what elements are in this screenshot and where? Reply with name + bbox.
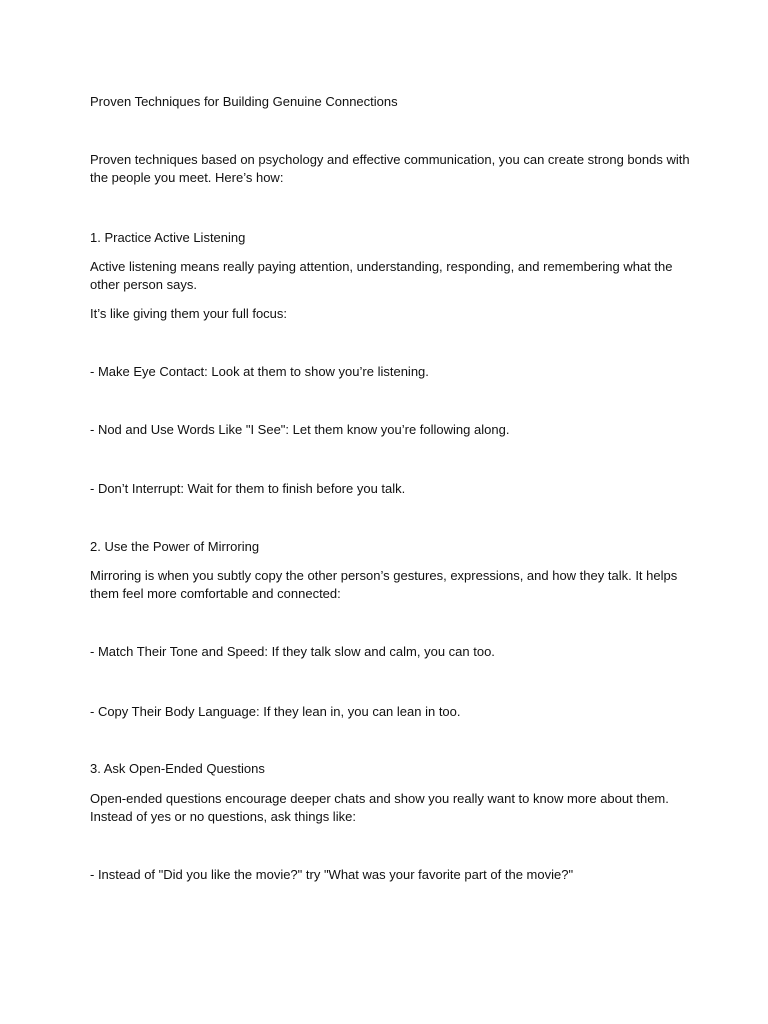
bullet-item: - Instead of "Did you like the movie?" try "What was your favorite part of the movie?" [90,867,574,882]
bullet-item: - Match Their Tone and Speed: If they talk slow and calm, you can too. [90,644,495,659]
section-heading-mirroring: 2. Use the Power of Mirroring [90,539,260,554]
section-paragraph: Active listening means really paying attention, understanding, responding, and remembering what the other person says. [90,259,673,292]
bullet-item: - Make Eye Contact: Look at them to show you’re listening. [90,364,429,379]
bullet-item: - Don’t Interrupt: Wait for them to finish before you talk. [90,481,406,496]
section-paragraph: It’s like giving them your full focus: [90,306,288,321]
section-paragraph: Open-ended questions encourage deeper chats and show you really want to know more about them. Instead of yes or no questions, ask things like: [90,791,669,824]
intro-paragraph: Proven techniques based on psychology and effective communication, you can create strong bonds with the people you meet. Here’s how: [90,152,690,185]
bullet-item: - Copy Their Body Language: If they lean in, you can lean in too. [90,704,461,719]
section-paragraph: Mirroring is when you subtly copy the other person’s gestures, expressions, and how they talk. It helps them feel more comfortable and connected: [90,568,678,601]
document-title: Proven Techniques for Building Genuine Connections [90,94,398,109]
section-heading-active-listening: 1. Practice Active Listening [90,230,246,245]
bullet-item: - Nod and Use Words Like "I See": Let them know you’re following along. [90,422,510,437]
section-heading-open-ended-questions: 3. Ask Open-Ended Questions [90,761,265,776]
